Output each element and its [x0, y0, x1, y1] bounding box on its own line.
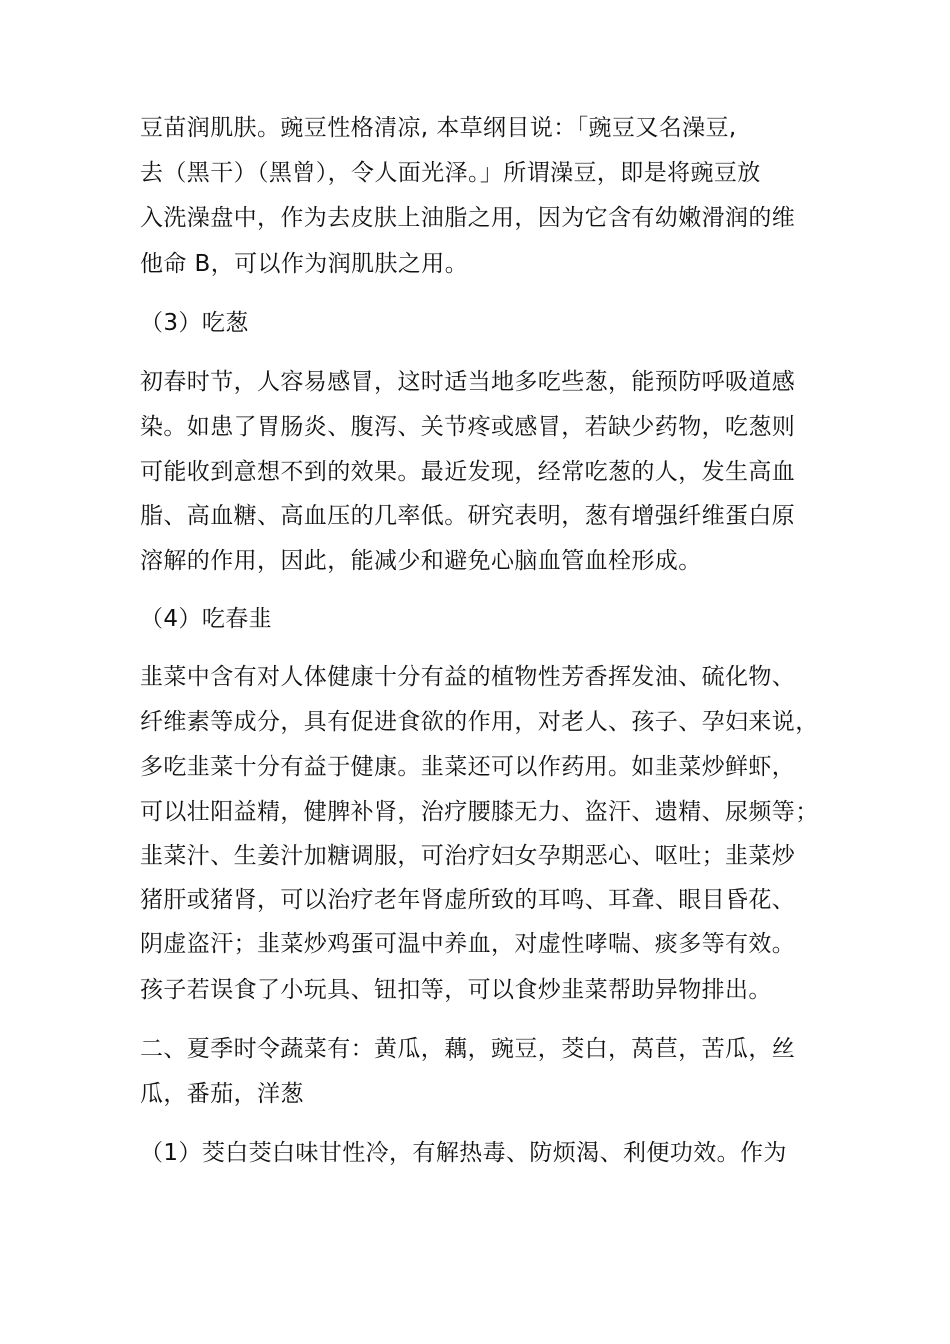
text-line: 初春时节，人容易感冒，这时适当地多吃些葱，能预防呼吸道感	[140, 369, 796, 395]
text-line: 可能收到意想不到的效果。最近发现，经常吃葱的人，发生高血	[140, 459, 796, 485]
text-line: 去（黑干）（黑曾），令人面光泽。」所谓澡豆，即是将豌豆放	[140, 160, 761, 186]
section-heading: （4）吃春韭	[140, 606, 273, 632]
text-line: 纤维素等成分，具有促进食欲的作用，对老人、孩子、孕妇来说，	[140, 709, 819, 735]
text-line: （1）茭白茭白味甘性冷，有解热毒、防烦渴、利便功效。作为	[140, 1140, 787, 1166]
text-line: 脂、高血糖、高血压的几率低。研究表明，葱有增强纤维蛋白原	[140, 503, 796, 529]
text-line: 阴虚盗汗；韭菜炒鸡蛋可温中养血，对虚性哮喘、痰多等有效。	[140, 931, 796, 957]
text-line: 可以壮阳益精，健脾补肾，治疗腰膝无力、盗汗、遗精、尿频等；	[140, 799, 819, 825]
text-line: 瓜，番茄，洋葱	[140, 1081, 304, 1107]
text-line: 韭菜中含有对人体健康十分有益的植物性芳香挥发油、硫化物、	[140, 664, 796, 690]
text-line: 他命 B，可以作为润肌肤之用。	[140, 251, 469, 277]
text-line: 多吃韭菜十分有益于健康。韭菜还可以作药用。如韭菜炒鲜虾，	[140, 754, 796, 780]
section-heading: 二、夏季时令蔬菜有：黄瓜，藕，豌豆，茭白，莴苣，苦瓜，丝	[140, 1036, 796, 1062]
text-line: 孩子若误食了小玩具、钮扣等，可以食炒韭菜帮助异物排出。	[140, 977, 772, 1003]
text-line: 溶解的作用，因此，能减少和避免心脑血管血栓形成。	[140, 548, 702, 574]
section-heading: （3）吃葱	[140, 310, 249, 336]
text-line: 韭菜汁、生姜汁加糖调服，可治疗妇女孕期恶心、呕吐；韭菜炒	[140, 843, 796, 869]
text-line: 染。如患了胃肠炎、腹泻、关节疼或感冒，若缺少药物，吃葱则	[140, 414, 796, 440]
text-line: 猪肝或猪肾，可以治疗老年肾虚所致的耳鸣、耳聋、眼目昏花、	[140, 887, 796, 913]
text-line: 豆苗润肌肤。豌豆性格清凉, 本草纲目说：「豌豆又名澡豆,	[140, 115, 737, 141]
text-line: 入洗澡盘中，作为去皮肤上油脂之用，因为它含有幼嫩滑润的维	[140, 205, 796, 231]
